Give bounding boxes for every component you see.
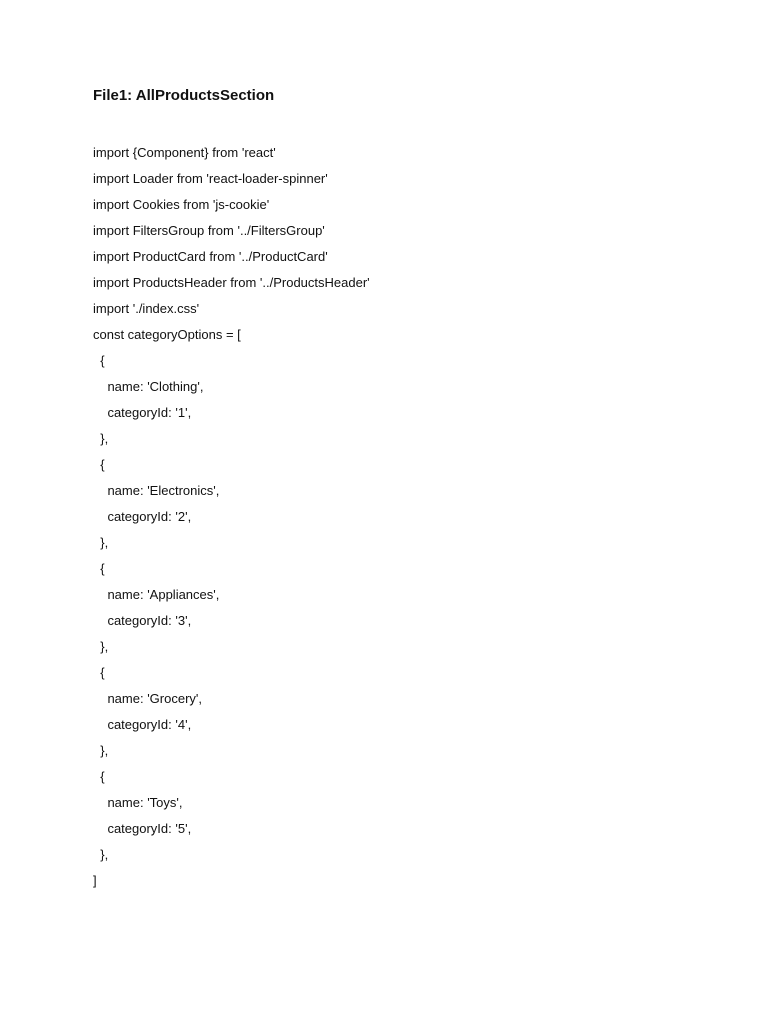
code-line: name: 'Electronics', <box>93 483 220 498</box>
code-line: ] <box>93 873 97 888</box>
code-line: const categoryOptions = [ <box>93 327 241 342</box>
code-line: { <box>93 665 105 680</box>
code-line: import Cookies from 'js-cookie' <box>93 197 270 212</box>
code-line: }, <box>93 847 109 862</box>
code-line: }, <box>93 535 109 550</box>
code-line: }, <box>93 431 109 446</box>
code-line: import ProductCard from '../ProductCard' <box>93 249 328 264</box>
code-block <box>93 140 370 894</box>
code-line: { <box>93 353 105 368</box>
code-line: categoryId: '5', <box>93 821 192 836</box>
code-line: categoryId: '2', <box>93 509 192 524</box>
code-line: categoryId: '3', <box>93 613 192 628</box>
code-line: import Loader from 'react-loader-spinner' <box>93 171 328 186</box>
code-line: import ProductsHeader from '../ProductsHeader' <box>93 275 370 290</box>
code-line: categoryId: '4', <box>93 717 192 732</box>
code-line: name: 'Clothing', <box>93 379 204 394</box>
code-line: import './index.css' <box>93 301 200 316</box>
code-line: name: 'Appliances', <box>93 587 220 602</box>
code-line: name: 'Toys', <box>93 795 183 810</box>
code-line: }, <box>93 639 109 654</box>
code-line: categoryId: '1', <box>93 405 192 420</box>
code-line: { <box>93 457 105 472</box>
code-line: { <box>93 561 105 576</box>
code-line: }, <box>93 743 109 758</box>
code-line: import {Component} from 'react' <box>93 145 276 160</box>
code-line: import FiltersGroup from '../FiltersGroup' <box>93 223 325 238</box>
code-line: name: 'Grocery', <box>93 691 202 706</box>
code-line: { <box>93 769 105 784</box>
document-title: File1: AllProductsSection <box>93 87 275 104</box>
